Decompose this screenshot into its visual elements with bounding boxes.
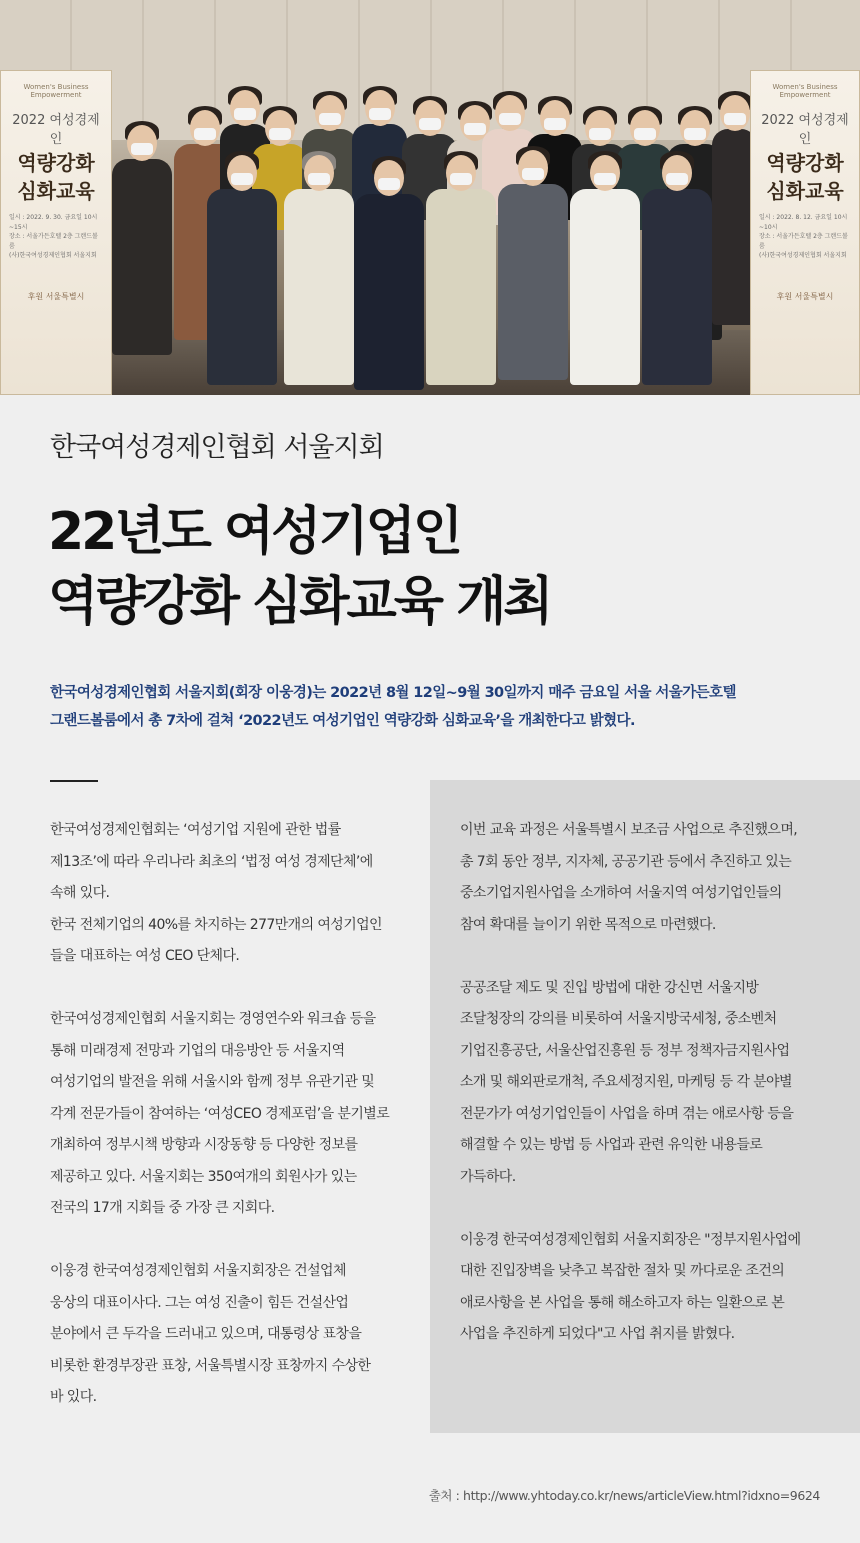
paragraph-line: 바 있다. xyxy=(50,1389,97,1405)
paragraph-line: 사업을 추진하게 되었다"고 사업 취지를 밝혔다. xyxy=(460,1326,735,1342)
paragraph xyxy=(50,1004,415,1225)
article-body xyxy=(0,395,860,1543)
person xyxy=(570,155,640,385)
paragraph-line: 통해 미래경제 전망과 기업의 대응방안 등 서울지역 xyxy=(50,1042,345,1059)
banner-title-line2: 심화교육 xyxy=(766,179,844,203)
paragraph-line: 조달청장의 강의를 비롯하여 서울지방국세청, 중소벤처 xyxy=(460,1011,777,1027)
paragraph xyxy=(460,815,840,941)
event-banner-left xyxy=(0,70,112,395)
lead-line1: 한국여성경제인협회 서울지회(회장 이웅경)는 2022년 8월 12일~9월 30일까지 매주 금요일 서울 서울가든호텔 xyxy=(50,685,736,701)
paragraph-line: 속해 있다. xyxy=(50,885,110,901)
person xyxy=(498,150,568,380)
person xyxy=(354,160,424,390)
paragraph-line: 제공하고 있다. 서울지회는 350여개의 회원사가 있는 xyxy=(50,1168,357,1185)
paragraph-line: 전국의 17개 지회들 중 가장 큰 지회다. xyxy=(50,1200,275,1216)
paragraph-line: 이웅경 한국여성경제인협회 서울지회장은 "정부지원사업에 xyxy=(460,1231,801,1248)
paragraph-line: 참여 확대를 늘이기 위한 목적으로 마련했다. xyxy=(460,916,716,933)
paragraph-line: 한국여성경제인협회는 ‘여성기업 지원에 관한 법률 xyxy=(50,822,341,838)
person xyxy=(112,125,172,355)
paragraph-line: 여성기업의 발전을 위해 서울시와 함께 정부 유관기관 및 xyxy=(50,1074,375,1090)
person xyxy=(426,155,496,385)
section-divider xyxy=(50,780,98,782)
banner-title-line1: 역량강화 xyxy=(17,151,95,175)
banner-tagline: Women's Business Empowerment xyxy=(772,83,838,99)
paragraph xyxy=(50,1256,415,1414)
lead-paragraph xyxy=(50,679,830,735)
banner-detail-venue: 장소 : 서울가든호텔 2층 그랜드볼룸 xyxy=(9,233,98,250)
right-column xyxy=(460,815,840,1351)
paragraph-line: 한국여성경제인협회 서울지회는 경영연수와 워크숍 등을 xyxy=(50,1011,376,1027)
paragraph xyxy=(460,1225,840,1351)
lead-line2: 그랜드볼룸에서 총 7차에 걸쳐 ‘2022년도 여성기업인 역량강화 심화교육’을 개최한다고 밝혔다. xyxy=(50,713,635,729)
paragraph-line: 대한 진입장벽을 낮추고 복잡한 절차 및 까다로운 조건의 xyxy=(460,1263,785,1279)
banner-sponsor: 후원 서울특별시 xyxy=(776,291,834,301)
banner-title-line1: 역량강화 xyxy=(766,151,844,175)
paragraph-line: 공공조달 제도 및 진입 방법에 대한 강신면 서울지방 xyxy=(460,979,759,996)
banner-detail-date: 일시 : 2022. 9. 30. 금요일 10시~15시 xyxy=(9,214,98,231)
paragraph-line: 분야에서 큰 두각을 드러내고 있으며, 대통령상 표창을 xyxy=(50,1326,362,1342)
banner-sponsor: 후원 서울특별시 xyxy=(27,291,85,301)
paragraph-line: 각계 전문가들이 참여하는 ‘여성CEO 경제포럼’을 분기별로 xyxy=(50,1105,390,1122)
headline xyxy=(48,497,551,637)
paragraph-line: 애로사항을 본 사업을 통해 해소하고자 하는 일환으로 본 xyxy=(460,1294,785,1311)
paragraph-line: 웅상의 대표이사다. 그는 여성 진출이 힘든 건설산업 xyxy=(50,1294,349,1311)
banner-detail-host: (사)한국여성경제인협회 서울지회 xyxy=(9,252,97,260)
paragraph-line: 중소기업지원사업을 소개하여 서울지역 여성기업인들의 xyxy=(460,885,782,901)
banner-details xyxy=(9,213,103,261)
banner-detail-host: (사)한국여성경제인협회 서울지회 xyxy=(759,252,847,260)
paragraph-line: 이웅경 한국여성경제인협회 서울지회장은 건설업체 xyxy=(50,1263,346,1279)
person xyxy=(642,155,712,385)
paragraph xyxy=(50,815,415,973)
person xyxy=(284,155,354,385)
banner-detail-date: 일시 : 2022. 8. 12. 금요일 10시~10시 xyxy=(759,214,848,231)
banner-detail-venue: 장소 : 서울가든호텔 2층 그랜드볼룸 xyxy=(759,233,848,250)
paragraph-line: 이번 교육 과정은 서울특별시 보조금 사업으로 추진했으며, xyxy=(460,822,798,838)
headline-line1: 22년도 여성기업인 xyxy=(48,502,461,562)
person xyxy=(207,155,277,385)
paragraph xyxy=(460,973,840,1194)
banner-year-line: 2022 여성경제인 xyxy=(761,113,849,147)
paragraph-line: 비롯한 환경부장관 표창, 서울특별시장 표창까지 수상한 xyxy=(50,1357,371,1374)
banner-year-line: 2022 여성경제인 xyxy=(12,113,100,147)
left-column xyxy=(50,815,415,1414)
banner-details xyxy=(759,213,851,261)
event-banner-right xyxy=(750,70,860,395)
paragraph-line: 기업진흥공단, 서울산업진흥원 등 정부 정책자금지원사업 xyxy=(460,1042,790,1059)
headline-line2: 역량강화 심화교육 개최 xyxy=(48,572,551,632)
paragraph-line: 총 7회 동안 정부, 지자체, 공공기관 등에서 추진하고 있는 xyxy=(460,853,792,870)
paragraph-line: 가득하다. xyxy=(460,1168,516,1185)
paragraph-line: 제13조’에 따라 우리나라 최초의 ‘법정 여성 경제단체’에 xyxy=(50,853,373,870)
group-photo xyxy=(0,0,860,395)
group-of-people xyxy=(112,85,752,395)
paragraph-line: 소개 및 해외판로개척, 주요세정지원, 마케팅 등 각 분야별 xyxy=(460,1074,792,1090)
paragraph-line: 전문가가 여성기업인들이 사업을 하며 겪는 애로사항 등을 xyxy=(460,1105,794,1122)
paragraph-line: 들을 대표하는 여성 CEO 단체다. xyxy=(50,948,240,964)
organization-name: 한국여성경제인협회 서울지회 xyxy=(50,432,384,463)
paragraph-line: 개최하여 정부시책 방향과 시장동향 등 다양한 정보를 xyxy=(50,1137,358,1153)
paragraph-line: 해결할 수 있는 방법 등 사업과 관련 유익한 내용들로 xyxy=(460,1137,763,1153)
banner-title-line2: 심화교육 xyxy=(17,179,95,203)
source-credit: 출처 : http://www.yhtoday.co.kr/news/articleView.html?idxno=9624 xyxy=(428,1488,820,1503)
paragraph-line: 한국 전체기업의 40%를 차지하는 277만개의 여성기업인 xyxy=(50,916,382,933)
banner-tagline: Women's Business Empowerment xyxy=(23,83,89,99)
